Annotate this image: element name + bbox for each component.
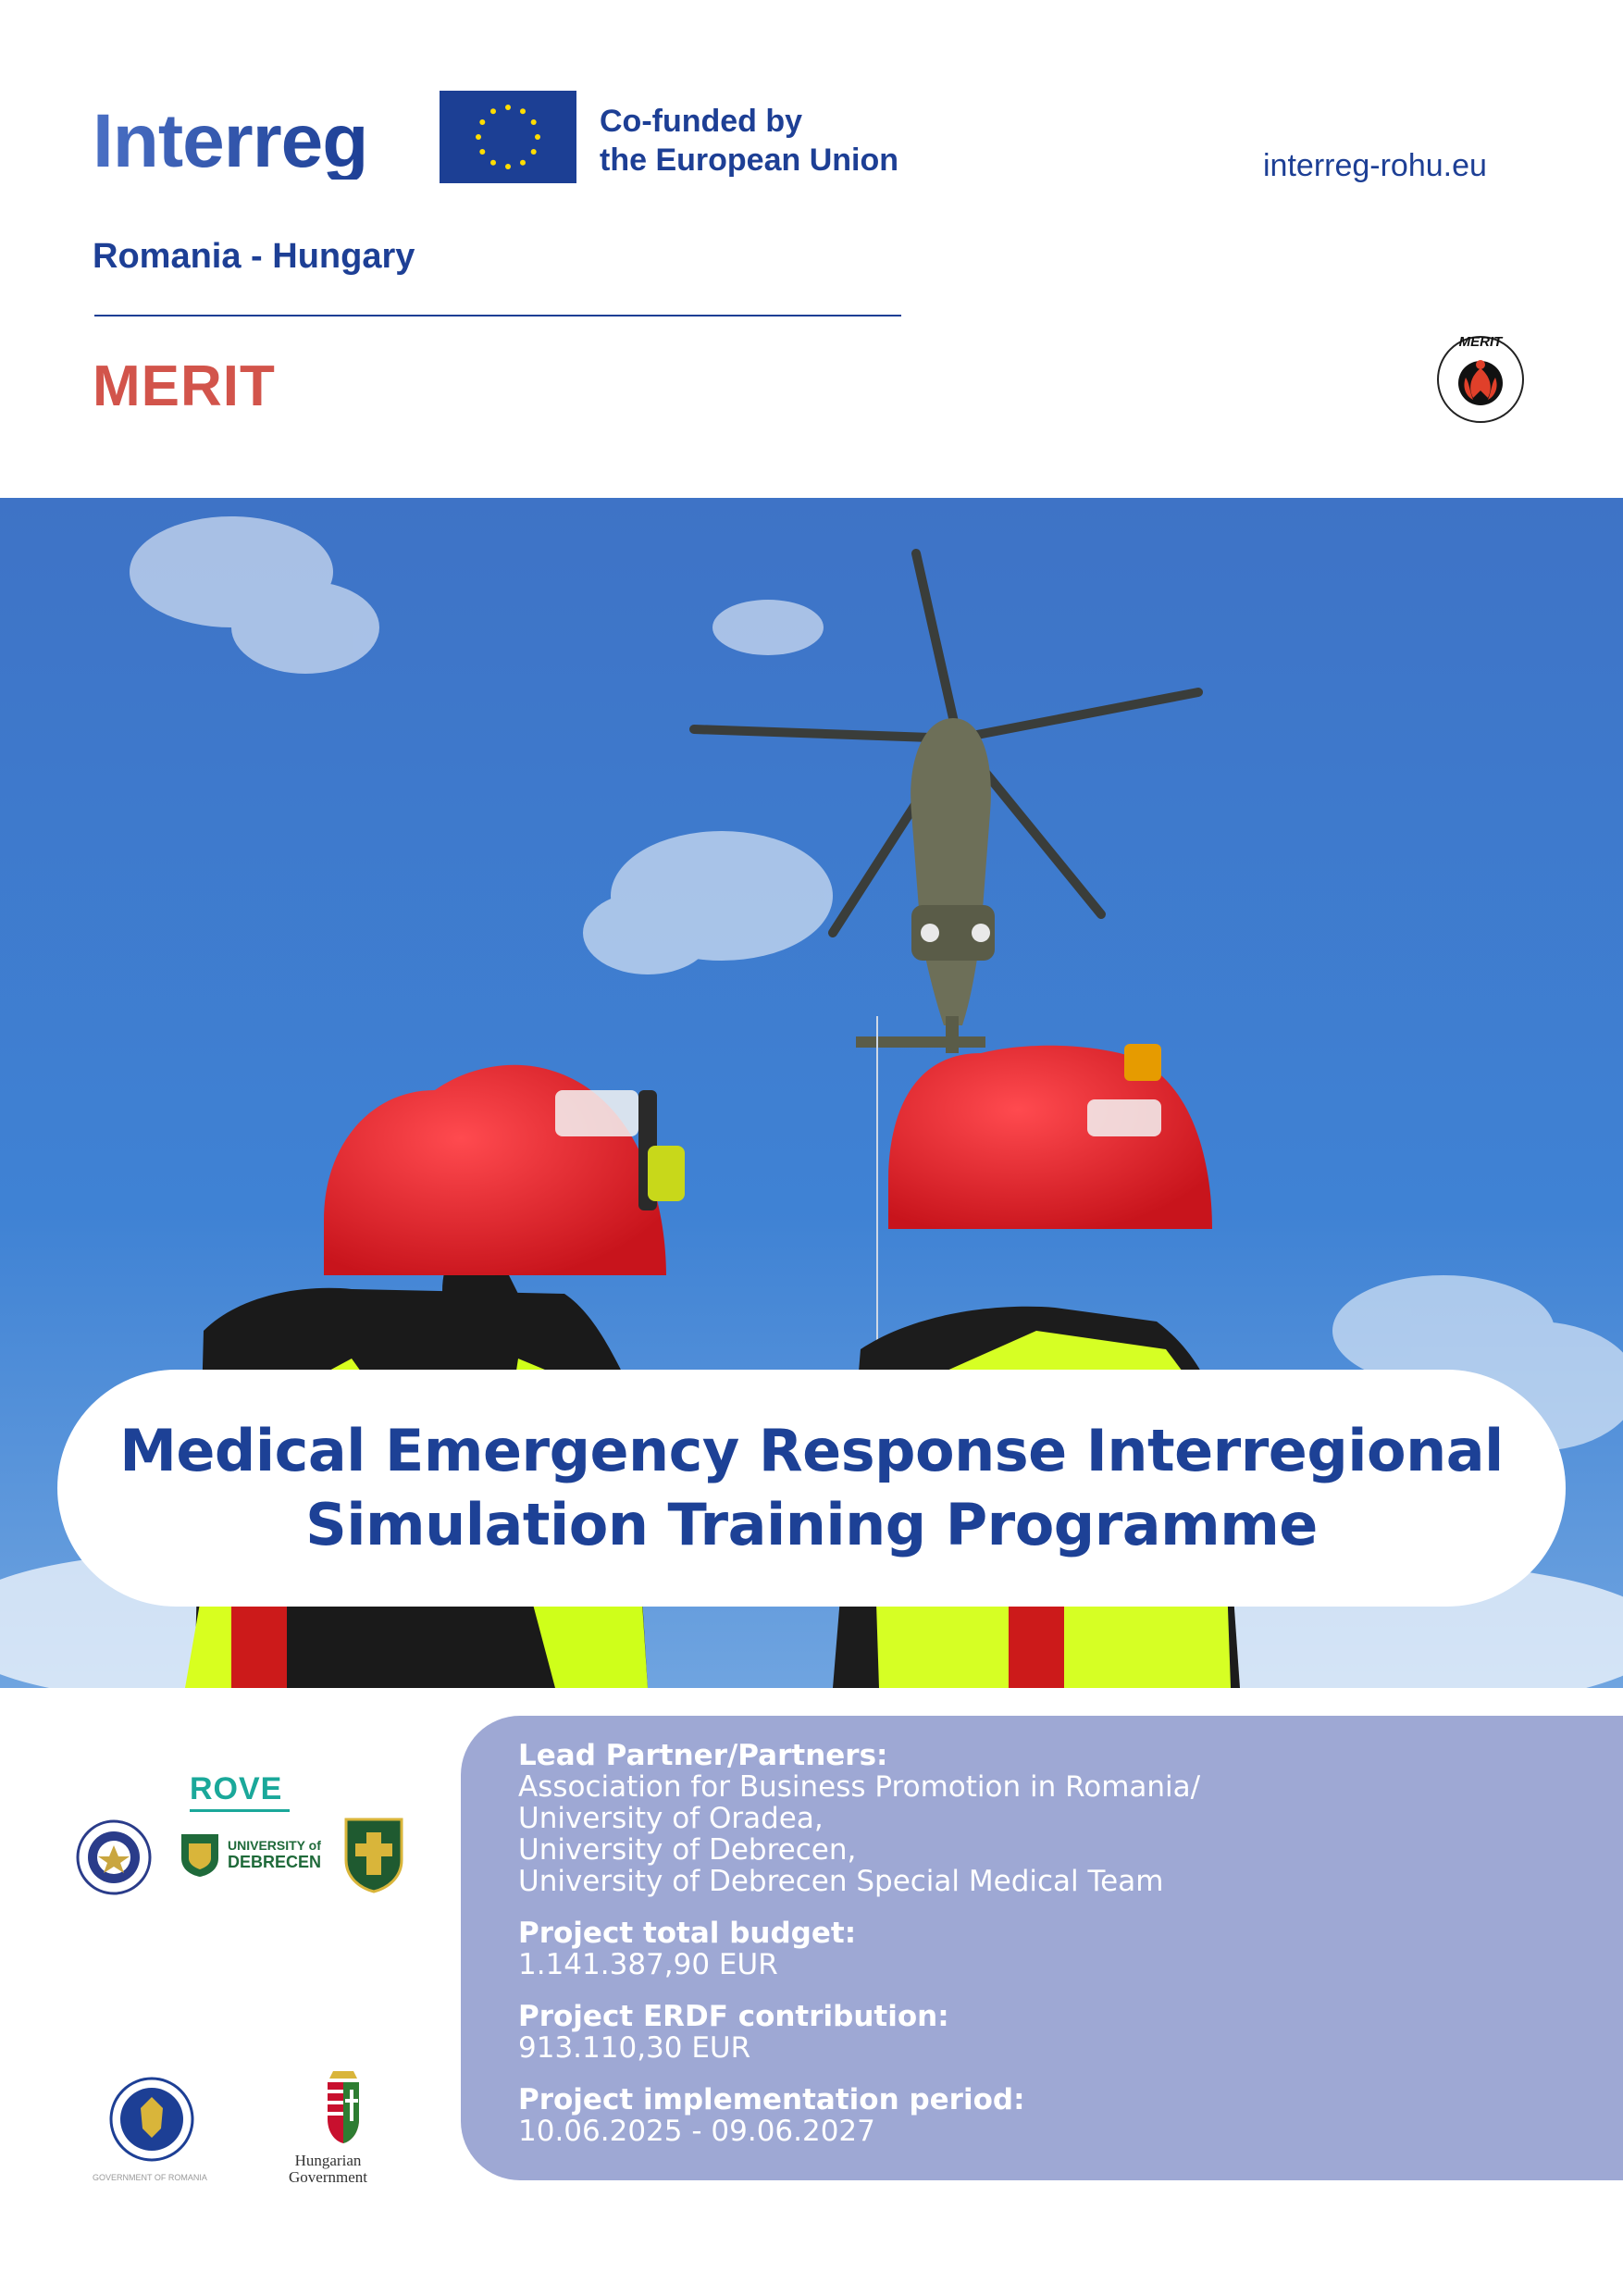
hungarian-coat-of-arms-icon [324,2069,363,2145]
region-title: Romania - Hungary [93,237,415,276]
partners-block [518,1740,1200,1897]
budget-block [518,1917,856,1980]
budget-label: Project total budget: [518,1917,857,1950]
period-block [518,2084,1024,2147]
special-medical-team-emblem-icon [342,1816,405,1893]
budget-value: 1.141.387,90 EUR [518,1948,778,1981]
partner-item: University of Debrecen Special Medical Team [518,1865,1164,1898]
cofunded-label [600,102,898,180]
rove-logo [190,1771,290,1812]
header-divider [94,315,901,316]
hungarian-government-caption [289,2153,367,2186]
period-value: 10.06.2025 - 09.06.2027 [518,2115,875,2148]
gov-romania-caption: GOVERNMENT OF ROMANIA [93,2173,207,2182]
university-of-debrecen-logo [178,1831,321,1877]
cofunded-line-1: Co-funded by [600,104,803,139]
hungarian-government-line-1: Hungarian [294,2152,362,2169]
merit-emblem-text: MERIT [1458,334,1503,350]
merit-emblem-icon [1425,322,1536,433]
website-link[interactable]: interreg-rohu.eu [1263,148,1487,183]
government-of-romania-seal-icon [109,2077,194,2162]
cofunded-line-2: the European Union [600,143,898,178]
hungarian-government-line-2: Government [289,2168,367,2186]
period-label: Project implementation period: [518,2083,1025,2116]
debrecen-logo-line-1: UNIVERSITY of [228,1838,321,1853]
programme-title-banner [57,1370,1566,1607]
partners-label: Lead Partner/Partners: [518,1739,888,1772]
rove-logo-text: ROVE [190,1771,283,1806]
eu-flag-icon [440,91,576,183]
erdf-block [518,2001,949,2064]
project-acronym: MERIT [93,354,276,418]
debrecen-logo-line-2: DEBRECEN [228,1853,322,1871]
erdf-value: 913.110,30 EUR [518,2031,751,2065]
programme-title [119,1414,1504,1562]
interreg-logo: Interreg [93,99,368,183]
university-of-oradea-seal-icon [76,1819,152,1895]
partner-item: Association for Business Promotion in Romania/ [518,1770,1201,1804]
debrecen-crest-icon [178,1831,222,1877]
erdf-label: Project ERDF contribution: [518,2000,949,2033]
programme-title-line-2: Simulation Training Programme [305,1491,1318,1558]
partner-item: University of Debrecen, [518,1833,857,1867]
partner-item: University of Oradea, [518,1802,824,1835]
programme-title-line-1: Medical Emergency Response Interregional [119,1417,1504,1484]
